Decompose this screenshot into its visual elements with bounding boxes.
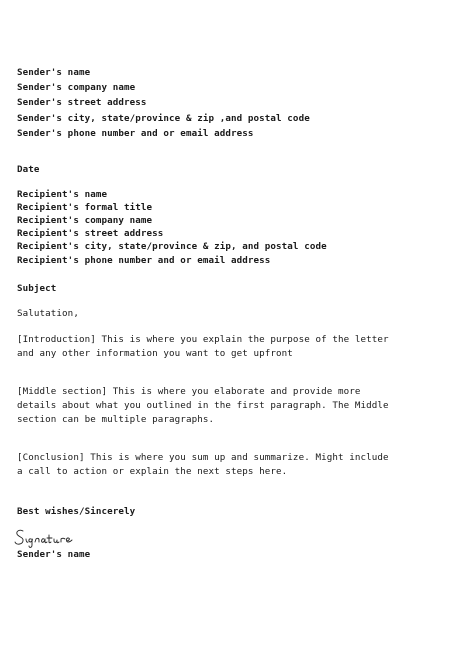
sender-company: Sender's company name xyxy=(17,82,136,93)
recipient-title: Recipient's formal title xyxy=(17,202,153,213)
sender-city: Sender's city, state/province & zip ,and postal code xyxy=(17,113,310,124)
salutation-line: Salutation, xyxy=(17,308,79,319)
middle-line-1: [Middle section] This is where you elaborate and provide more xyxy=(17,386,361,397)
closing-line: Best wishes/Sincerely xyxy=(17,506,136,517)
conclusion-line-1: [Conclusion] This is where you sum up and summarize. Might include xyxy=(17,452,389,463)
signer-name: Sender's name xyxy=(17,549,91,560)
conclusion-line-2: a call to action or explain the next steps here. xyxy=(17,466,288,477)
recipient-company: Recipient's company name xyxy=(17,215,153,226)
recipient-name: Recipient's name xyxy=(17,189,108,200)
recipient-street: Recipient's street address xyxy=(17,228,164,239)
sender-contact: Sender's phone number and or email address xyxy=(17,128,254,139)
sender-name: Sender's name xyxy=(17,67,91,78)
recipient-contact: Recipient's phone number and or email address xyxy=(17,255,271,266)
intro-line-2: and any other information you want to get upfront xyxy=(17,348,293,359)
date-line: Date xyxy=(17,164,40,175)
middle-line-3: section can be multiple paragraphs. xyxy=(17,414,215,425)
signature-image xyxy=(14,527,88,549)
recipient-city: Recipient's city, state/province & zip, and postal code xyxy=(17,241,327,252)
sender-street: Sender's street address xyxy=(17,97,147,108)
intro-line-1: [Introduction] This is where you explain the purpose of the letter xyxy=(17,334,389,345)
middle-line-2: details about what you outlined in the first paragraph. The Middle xyxy=(17,400,389,411)
subject-line: Subject xyxy=(17,283,57,294)
